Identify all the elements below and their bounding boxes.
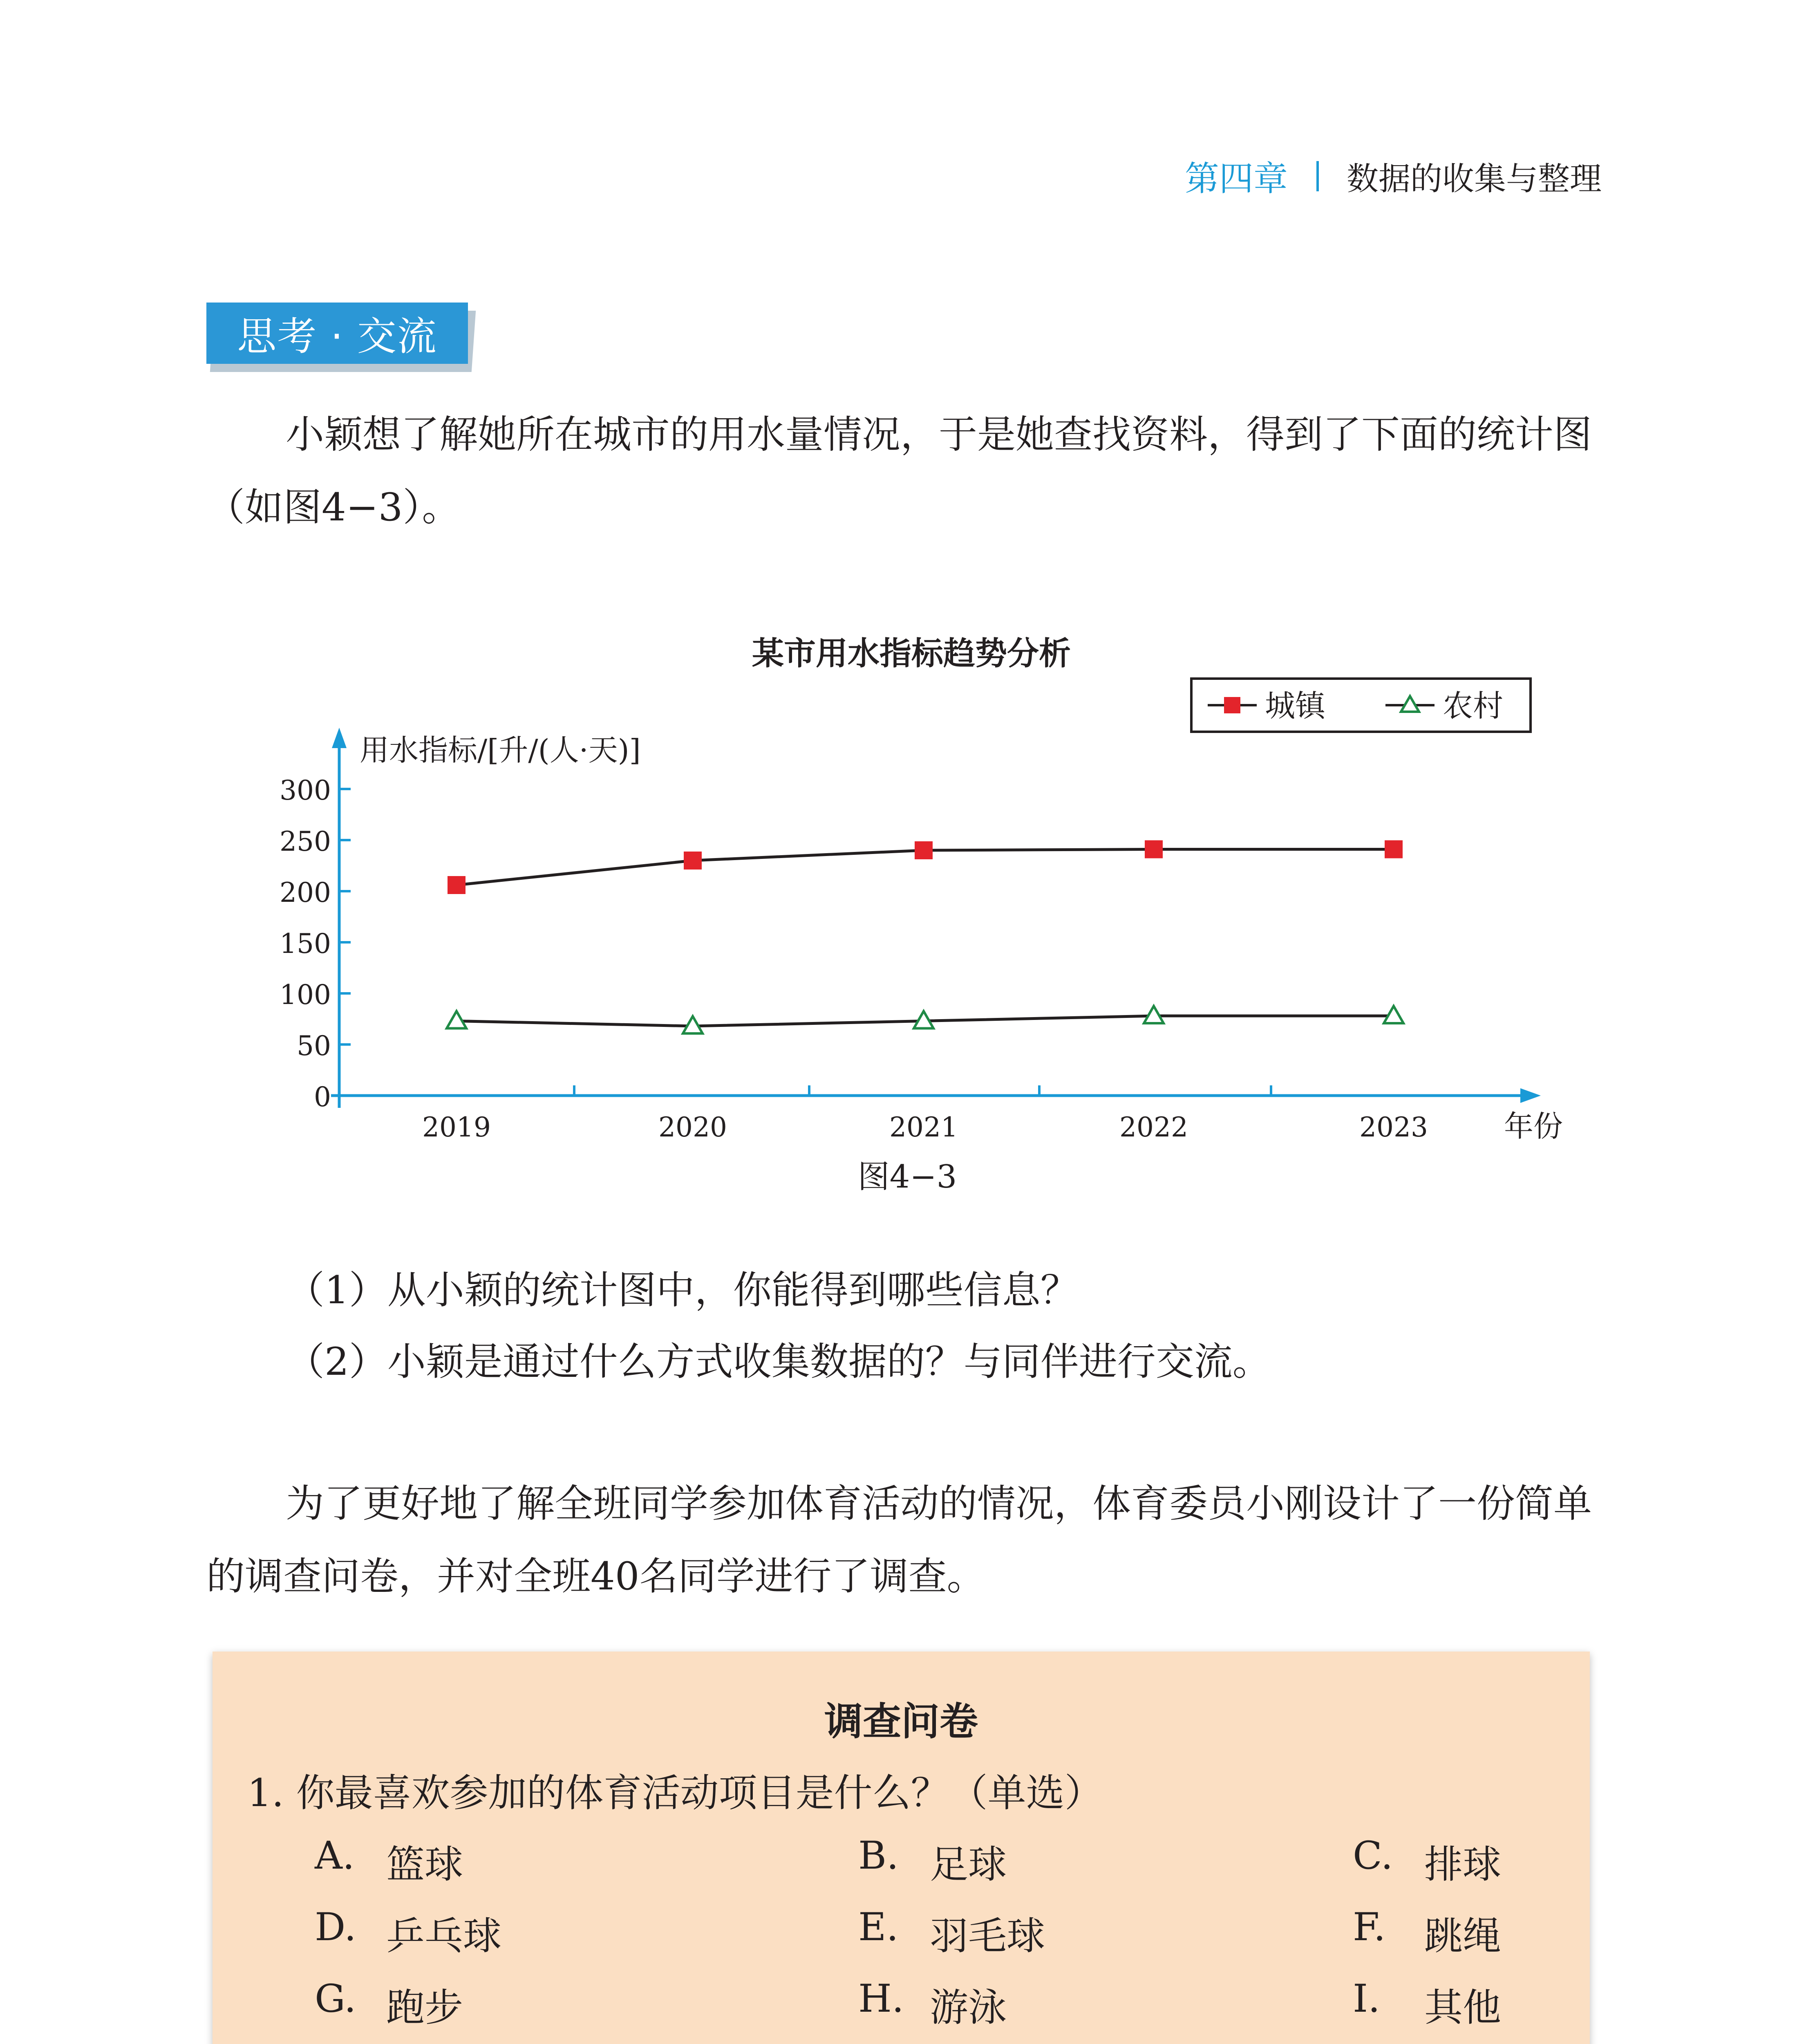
option-text: 羽毛球	[930, 1914, 1045, 1959]
x-axis-label: 年份	[1504, 1109, 1563, 1143]
option-letter: G.	[315, 1977, 356, 2021]
chapter-label: 第四章	[1184, 159, 1288, 199]
y-tick-label: 50	[297, 1030, 331, 1062]
x-tick-label: 2021	[889, 1112, 958, 1143]
chapter-title: 数据的收集与整理	[1346, 160, 1602, 197]
legend-marker-城镇	[1224, 697, 1240, 713]
y-tick-label: 300	[280, 775, 331, 806]
y-axis-label: 用水指标/[升/(人·天)]	[360, 733, 641, 767]
legend-label-农村: 农村	[1443, 688, 1503, 724]
option-letter: D.	[315, 1905, 356, 1950]
question-1: （1）从小颖的统计图中，你能得到哪些信息？	[286, 1268, 1079, 1313]
q1-option-a	[315, 1833, 463, 1889]
survey-title: 调查问卷	[824, 1699, 978, 1744]
q1-option-b	[858, 1833, 1007, 1889]
option-letter: I.	[1353, 1977, 1381, 2021]
survey-question-1: 1. 你最喜欢参加的体育活动项目是什么？（单选）	[247, 1771, 1103, 1815]
option-letter: E.	[858, 1905, 899, 1950]
q1-option-d	[315, 1905, 501, 1960]
option-text: 跑步	[386, 1986, 463, 2030]
data-point-城镇	[1145, 840, 1163, 858]
y-tick-label: 200	[280, 877, 331, 908]
option-letter: F.	[1353, 1905, 1386, 1950]
q1-option-i	[1353, 1977, 1501, 2032]
y-tick-label: 250	[280, 826, 331, 857]
survey-card	[213, 1652, 1590, 2044]
q1-option-c	[1353, 1833, 1501, 1889]
x-tick-label: 2019	[422, 1112, 491, 1143]
x-tick-label: 2023	[1359, 1112, 1428, 1143]
figure-caption: 图4−3	[857, 1159, 957, 1195]
q1-option-e	[858, 1905, 1045, 1960]
option-text: 排球	[1424, 1842, 1502, 1887]
paragraph-survey-intro: 为了更好地了解全班同学参加体育活动的情况，体育委员小刚设计了一份简单的调查问卷，并对全班40名同学进行了调查。	[206, 1481, 1592, 1599]
option-letter: C.	[1353, 1833, 1393, 1878]
data-point-城镇	[915, 841, 933, 859]
option-text: 游泳	[930, 1986, 1007, 2030]
option-text: 跳绳	[1424, 1914, 1502, 1959]
option-letter: H.	[858, 1977, 904, 2021]
intro-paragraph: 小颖想了解她所在城市的用水量情况，于是她查找资料，得到了下面的统计图（如图4−3）。	[206, 412, 1592, 530]
section-tag-label: 思考 · 交流	[206, 303, 468, 364]
y-tick-label: 100	[280, 979, 331, 1011]
data-point-城镇	[448, 876, 465, 894]
question-2: （2）小颖是通过什么方式收集数据的？与同伴进行交流。	[286, 1340, 1271, 1384]
option-letter: A.	[315, 1833, 355, 1878]
x-tick-label: 2020	[658, 1112, 727, 1143]
y-tick-label: 150	[280, 928, 331, 959]
legend-label-城镇: 城镇	[1265, 688, 1325, 724]
y-tick-label: 0	[314, 1081, 331, 1113]
x-tick-label: 2022	[1119, 1112, 1188, 1143]
chart-title: 某市用水指标趋势分析	[752, 635, 1071, 672]
data-point-城镇	[684, 852, 702, 870]
option-text: 足球	[930, 1842, 1007, 1887]
option-text: 乒乓球	[386, 1914, 502, 1959]
q1-option-h	[858, 1977, 1007, 2032]
option-text: 篮球	[386, 1842, 463, 1887]
x-axis-arrow	[1520, 1088, 1541, 1103]
q1-option-g	[315, 1977, 463, 2032]
option-text: 其他	[1424, 1986, 1502, 2030]
data-point-城镇	[1385, 840, 1403, 858]
y-axis-arrow	[332, 728, 347, 748]
q1-option-f	[1353, 1905, 1501, 1960]
option-letter: B.	[858, 1833, 899, 1878]
